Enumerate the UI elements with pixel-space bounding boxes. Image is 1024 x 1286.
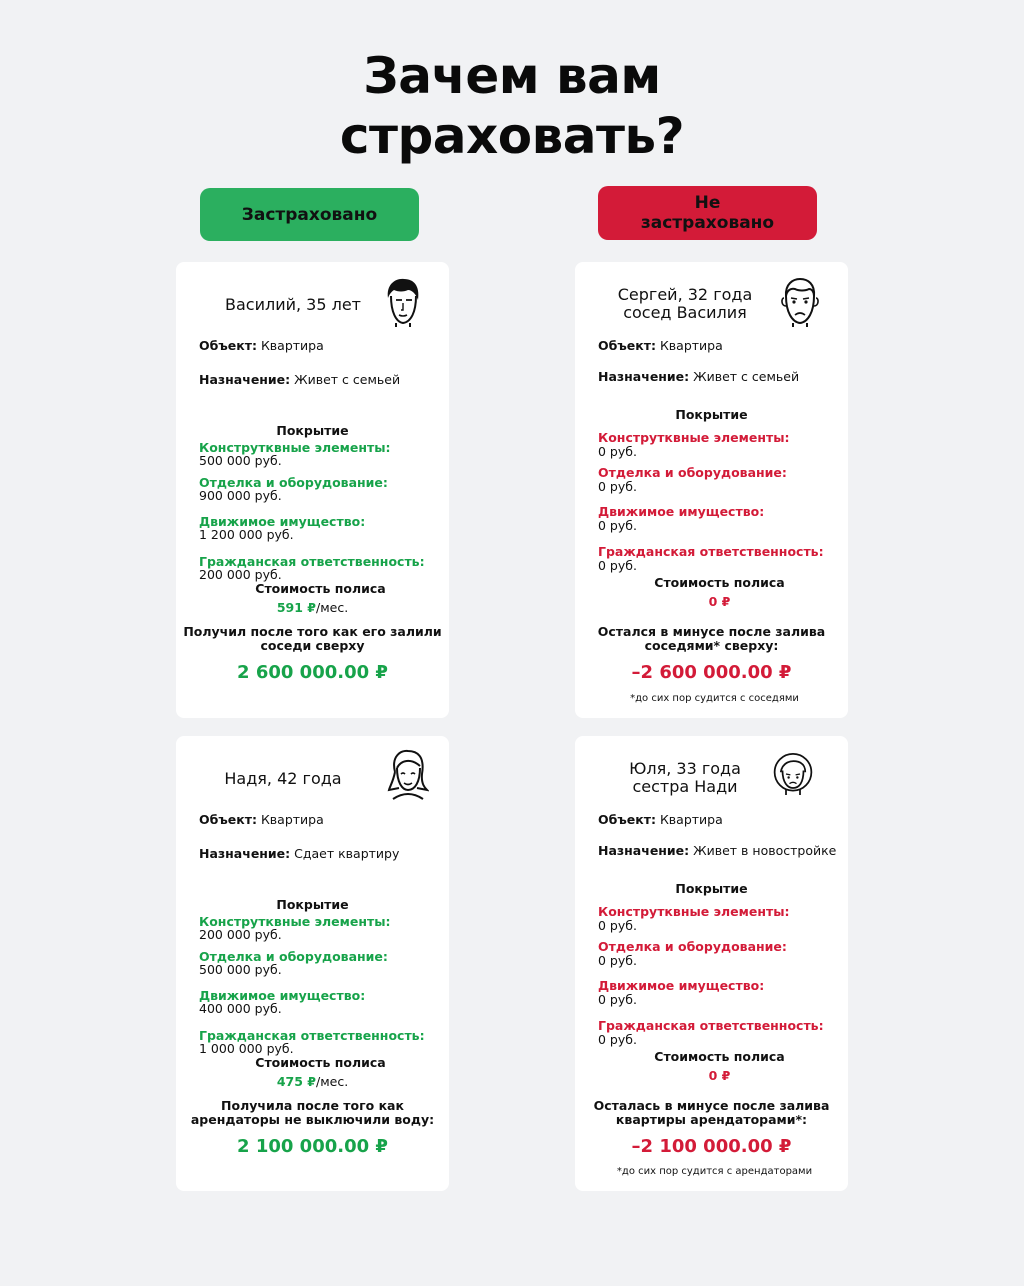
structural-label: Конструтквные элементы: — [598, 904, 790, 919]
movable-label: Движимое имущество: — [598, 978, 765, 993]
result-text — [176, 1099, 449, 1127]
page-title-line2: страховать? — [339, 107, 685, 165]
uninsured-label-line2: застраховано — [640, 213, 775, 233]
card-sergey — [575, 262, 848, 718]
result-amount: –2 600 000.00 ₽ — [631, 662, 792, 683]
result-line1: Осталась в минусе после залива — [593, 1098, 830, 1113]
uninsured-label-line1: Не — [694, 193, 721, 213]
object-value: Квартира — [659, 338, 723, 353]
object-label: Объект: — [199, 338, 257, 353]
cost-amount: 591 ₽ — [276, 600, 316, 615]
liability-label: Гражданская ответственность: — [598, 1018, 824, 1033]
sad-woman-avatar-icon — [772, 748, 814, 800]
structural-label: Конструтквные элементы: — [199, 440, 391, 455]
finishing-label: Отделка и оборудование: — [199, 475, 388, 490]
person-name-line1: Юля, 33 года — [629, 759, 741, 778]
finishing-value: 0 руб. — [598, 479, 637, 494]
finishing-label: Отделка и оборудование: — [199, 949, 388, 964]
insured-label-text: Застраховано — [241, 204, 378, 225]
person-name: Василий, 35 лет — [224, 295, 361, 314]
result-text — [575, 625, 848, 653]
liability-label: Гражданская ответственность: — [199, 1028, 425, 1043]
finishing-label: Отделка и оборудование: — [598, 939, 787, 954]
movable-value: 400 000 руб. — [199, 1001, 282, 1016]
liability-value: 0 руб. — [598, 558, 637, 573]
purpose-value: Живет с семьей — [294, 372, 401, 387]
footnote: *до сих пор судится с соседями — [630, 693, 799, 704]
liability-value: 0 руб. — [598, 1032, 637, 1047]
result-line1: Получил после того как его залили — [183, 624, 442, 639]
purpose-value: Живет в новостройке — [693, 843, 837, 858]
movable-label: Движимое имущество: — [199, 514, 366, 529]
policy-cost-value: 0 ₽ — [708, 1068, 731, 1083]
liability-label: Гражданская ответственность: — [199, 554, 425, 569]
movable-value: 0 руб. — [598, 518, 637, 533]
purpose-value: Сдает квартиру — [294, 846, 400, 861]
uninsured-column-label — [598, 186, 817, 240]
result-text — [176, 625, 449, 653]
finishing-value: 500 000 руб. — [199, 962, 282, 977]
movable-value: 1 200 000 руб. — [199, 527, 294, 542]
cost-amount: 475 ₽ — [276, 1074, 316, 1089]
result-line1: Получила после того как — [221, 1098, 404, 1113]
structural-label: Конструтквные элементы: — [199, 914, 391, 929]
policy-cost-label: Стоимость полиса — [654, 1049, 785, 1064]
liability-label: Гражданская ответственность: — [598, 544, 824, 559]
person-name — [595, 760, 775, 796]
card-nadya — [176, 736, 449, 1191]
object-row — [598, 812, 723, 827]
purpose-row — [199, 372, 400, 387]
purpose-row — [199, 846, 399, 861]
result-amount: 2 600 000.00 ₽ — [237, 662, 388, 683]
result-amount: –2 100 000.00 ₽ — [631, 1136, 792, 1157]
object-row — [199, 338, 324, 353]
footnote: *до сих пор судится с арендаторами — [616, 1166, 813, 1177]
liability-value: 1 000 000 руб. — [199, 1041, 294, 1056]
person-name-line2: сестра Нади — [632, 777, 738, 796]
movable-label: Движимое имущество: — [598, 504, 765, 519]
person-name-line1: Сергей, 32 года — [617, 285, 753, 304]
result-line1: Остался в минусе после залива — [597, 624, 826, 639]
result-line2: арендаторы не выключили воду: — [190, 1112, 435, 1127]
policy-cost-value: 0 ₽ — [708, 594, 731, 609]
per-month-unit: /мес. — [315, 600, 349, 615]
finishing-value: 0 руб. — [598, 953, 637, 968]
object-value: Квартира — [260, 812, 324, 827]
sad-man-avatar-icon — [779, 276, 821, 328]
purpose-row — [598, 369, 799, 384]
structural-value: 0 руб. — [598, 444, 637, 459]
structural-value: 500 000 руб. — [199, 453, 282, 468]
result-line2: соседями* сверху: — [644, 638, 779, 653]
result-line2: соседи сверху — [260, 638, 365, 653]
card-vasily — [176, 262, 449, 718]
purpose-label: Назначение: — [598, 843, 690, 858]
coverage-title: Покрытие — [276, 897, 349, 912]
woman-avatar-icon — [387, 748, 429, 800]
purpose-row — [598, 843, 836, 858]
object-label: Объект: — [598, 338, 656, 353]
policy-cost-value — [176, 600, 449, 615]
result-text — [575, 1099, 848, 1127]
coverage-title: Покрытие — [276, 423, 349, 438]
insured-column-label — [200, 188, 419, 241]
result-line2: квартиры арендаторами*: — [615, 1112, 808, 1127]
purpose-label: Назначение: — [199, 846, 291, 861]
person-name — [595, 286, 775, 322]
result-amount: 2 100 000.00 ₽ — [237, 1136, 388, 1157]
movable-value: 0 руб. — [598, 992, 637, 1007]
object-label: Объект: — [199, 812, 257, 827]
object-value: Квартира — [659, 812, 723, 827]
page-title-line1: Зачем вам — [363, 47, 661, 105]
man-avatar-icon — [382, 276, 424, 328]
person-name: Надя, 42 года — [224, 769, 342, 788]
policy-cost-value — [176, 1074, 449, 1089]
finishing-label: Отделка и оборудование: — [598, 465, 787, 480]
policy-cost-label: Стоимость полиса — [255, 581, 386, 596]
liability-value: 200 000 руб. — [199, 567, 282, 582]
coverage-title: Покрытие — [675, 407, 748, 422]
purpose-label: Назначение: — [598, 369, 690, 384]
object-row — [598, 338, 723, 353]
movable-label: Движимое имущество: — [199, 988, 366, 1003]
policy-cost-label: Стоимость полиса — [654, 575, 785, 590]
card-yulia — [575, 736, 848, 1191]
purpose-value: Живет с семьей — [693, 369, 800, 384]
per-month-unit: /мес. — [315, 1074, 349, 1089]
object-value: Квартира — [260, 338, 324, 353]
person-name-line2: сосед Василия — [623, 303, 747, 322]
page-title — [0, 46, 1024, 166]
policy-cost-label: Стоимость полиса — [255, 1055, 386, 1070]
object-row — [199, 812, 324, 827]
structural-value: 0 руб. — [598, 918, 637, 933]
finishing-value: 900 000 руб. — [199, 488, 282, 503]
object-label: Объект: — [598, 812, 656, 827]
structural-label: Конструтквные элементы: — [598, 430, 790, 445]
purpose-label: Назначение: — [199, 372, 291, 387]
structural-value: 200 000 руб. — [199, 927, 282, 942]
coverage-title: Покрытие — [675, 881, 748, 896]
